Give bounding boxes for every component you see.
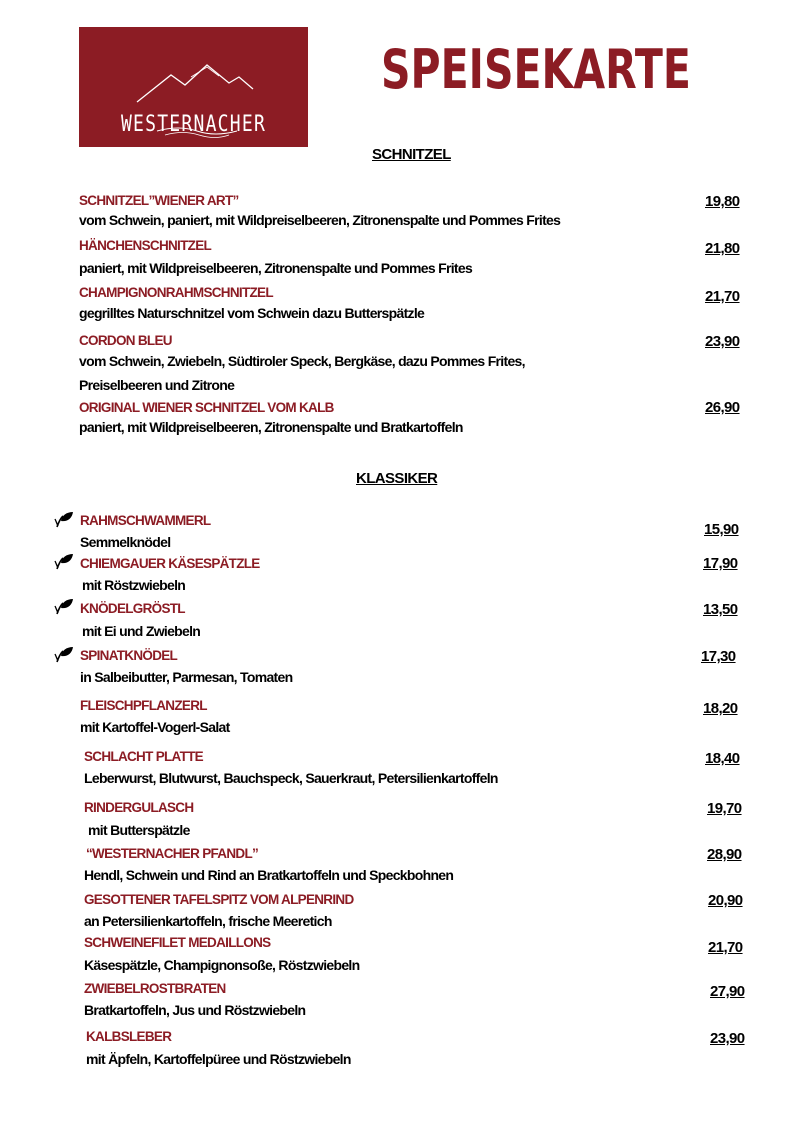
menu-item-price: 26,90 bbox=[705, 399, 740, 416]
menu-item-name: ORIGINAL WIENER SCHNITZEL VOM KALB bbox=[79, 400, 334, 415]
menu-item-price: 17,30 bbox=[701, 648, 736, 665]
menu-item-price: 19,80 bbox=[705, 193, 740, 210]
menu-item-description: vom Schwein, Zwiebeln, Südtiroler Speck, Bergkäse, dazu Pommes Frites, bbox=[79, 353, 525, 369]
menu-item-description: Bratkartoffeln, Jus und Röstzwiebeln bbox=[84, 1002, 306, 1018]
menu-item-name: FLEISCHPFLANZERL bbox=[80, 698, 207, 713]
menu-item-name: RAHMSCHWAMMERL bbox=[80, 513, 211, 528]
menu-item-name: RINDERGULASCH bbox=[84, 800, 194, 815]
section-title-schnitzel: SCHNITZEL bbox=[372, 146, 451, 163]
menu-item-description: mit Äpfeln, Kartoffelpüree und Röstzwiebeln bbox=[86, 1051, 351, 1067]
menu-item-price: 21,70 bbox=[705, 288, 740, 305]
menu-item-name: SPINATKNÖDEL bbox=[80, 648, 178, 663]
menu-item-name: SCHWEINEFILET MEDAILLONS bbox=[84, 935, 271, 950]
menu-item-price: 20,90 bbox=[708, 892, 743, 909]
menu-item-description: gegrilltes Naturschnitzel vom Schwein dazu Butterspätzle bbox=[79, 305, 425, 321]
menu-item-description: mit Kartoffel-Vogerl-Salat bbox=[80, 719, 230, 735]
menu-item-description: paniert, mit Wildpreiselbeeren, Zitronenspalte und Pommes Frites bbox=[79, 260, 473, 276]
menu-item-description: paniert, mit Wildpreiselbeeren, Zitronenspalte und Bratkartoffeln bbox=[79, 419, 463, 435]
menu-item-price: 28,90 bbox=[707, 846, 742, 863]
menu-item-description: vom Schwein, paniert, mit Wildpreiselbeeren, Zitronenspalte und Pommes Frites bbox=[79, 212, 561, 228]
menu-item-price: 19,70 bbox=[707, 800, 742, 817]
menu-item-description: Hendl, Schwein und Rind an Bratkartoffeln und Speckbohnen bbox=[84, 867, 454, 883]
menu-item-price: 23,90 bbox=[710, 1030, 745, 1047]
menu-item-description-continued: Preiselbeeren und Zitrone bbox=[79, 377, 235, 393]
menu-item-price: 18,40 bbox=[705, 750, 740, 767]
menu-item-description: Leberwurst, Blutwurst, Bauchspeck, Sauerkraut, Petersilienkartoffeln bbox=[84, 770, 498, 786]
menu-item-price: 17,90 bbox=[703, 555, 738, 572]
menu-item-price: 23,90 bbox=[705, 333, 740, 350]
leaf-icon bbox=[54, 511, 74, 529]
menu-item-description: an Petersilienkartoffeln, frische Meeretich bbox=[84, 913, 332, 929]
menu-item-description: Semmelknödel bbox=[80, 534, 171, 550]
section-title-klassiker: KLASSIKER bbox=[356, 470, 438, 487]
logo-text: WESTERNACHER bbox=[120, 112, 267, 137]
menu-item-price: 21,80 bbox=[705, 240, 740, 257]
menu-item-name: CHAMPIGNONRAHMSCHNITZEL bbox=[79, 285, 273, 300]
menu-item-name: SCHNITZEL”WIENER ART” bbox=[79, 193, 239, 208]
menu-item-name: CHIEMGAUER KÄSESPÄTZLE bbox=[80, 556, 260, 571]
page-title: SPEISEKARTE bbox=[381, 38, 691, 101]
menu-item-name: HÄNCHENSCHNITZEL bbox=[79, 238, 212, 253]
leaf-icon bbox=[54, 553, 74, 571]
leaf-icon bbox=[54, 598, 74, 616]
menu-item-description: mit Röstzwiebeln bbox=[82, 577, 186, 593]
menu-item-name: “WESTERNACHER PFANDL” bbox=[86, 846, 259, 861]
menu-item-price: 27,90 bbox=[710, 983, 745, 1000]
menu-item-name: GESOTTENER TAFELSPITZ VOM ALPENRIND bbox=[84, 892, 354, 907]
menu-item-name: KNÖDELGRÖSTL bbox=[80, 601, 185, 616]
logo bbox=[79, 27, 308, 147]
menu-item-price: 21,70 bbox=[708, 939, 743, 956]
menu-item-price: 18,20 bbox=[703, 700, 738, 717]
menu-item-description: Käsespätzle, Champignonsoße, Röstzwiebeln bbox=[84, 957, 360, 973]
menu-item-description: in Salbeibutter, Parmesan, Tomaten bbox=[80, 669, 293, 685]
menu-item-description: mit Butterspätzle bbox=[88, 822, 190, 838]
menu-item-name: KALBSLEBER bbox=[86, 1029, 172, 1044]
menu-item-price: 15,90 bbox=[704, 521, 739, 538]
menu-item-name: ZWIEBELROSTBRATEN bbox=[84, 981, 226, 996]
leaf-icon bbox=[54, 646, 74, 664]
menu-item-name: SCHLACHT PLATTE bbox=[84, 749, 203, 764]
menu-item-price: 13,50 bbox=[703, 601, 738, 618]
menu-item-name: CORDON BLEU bbox=[79, 333, 172, 348]
menu-item-description: mit Ei und Zwiebeln bbox=[82, 623, 201, 639]
